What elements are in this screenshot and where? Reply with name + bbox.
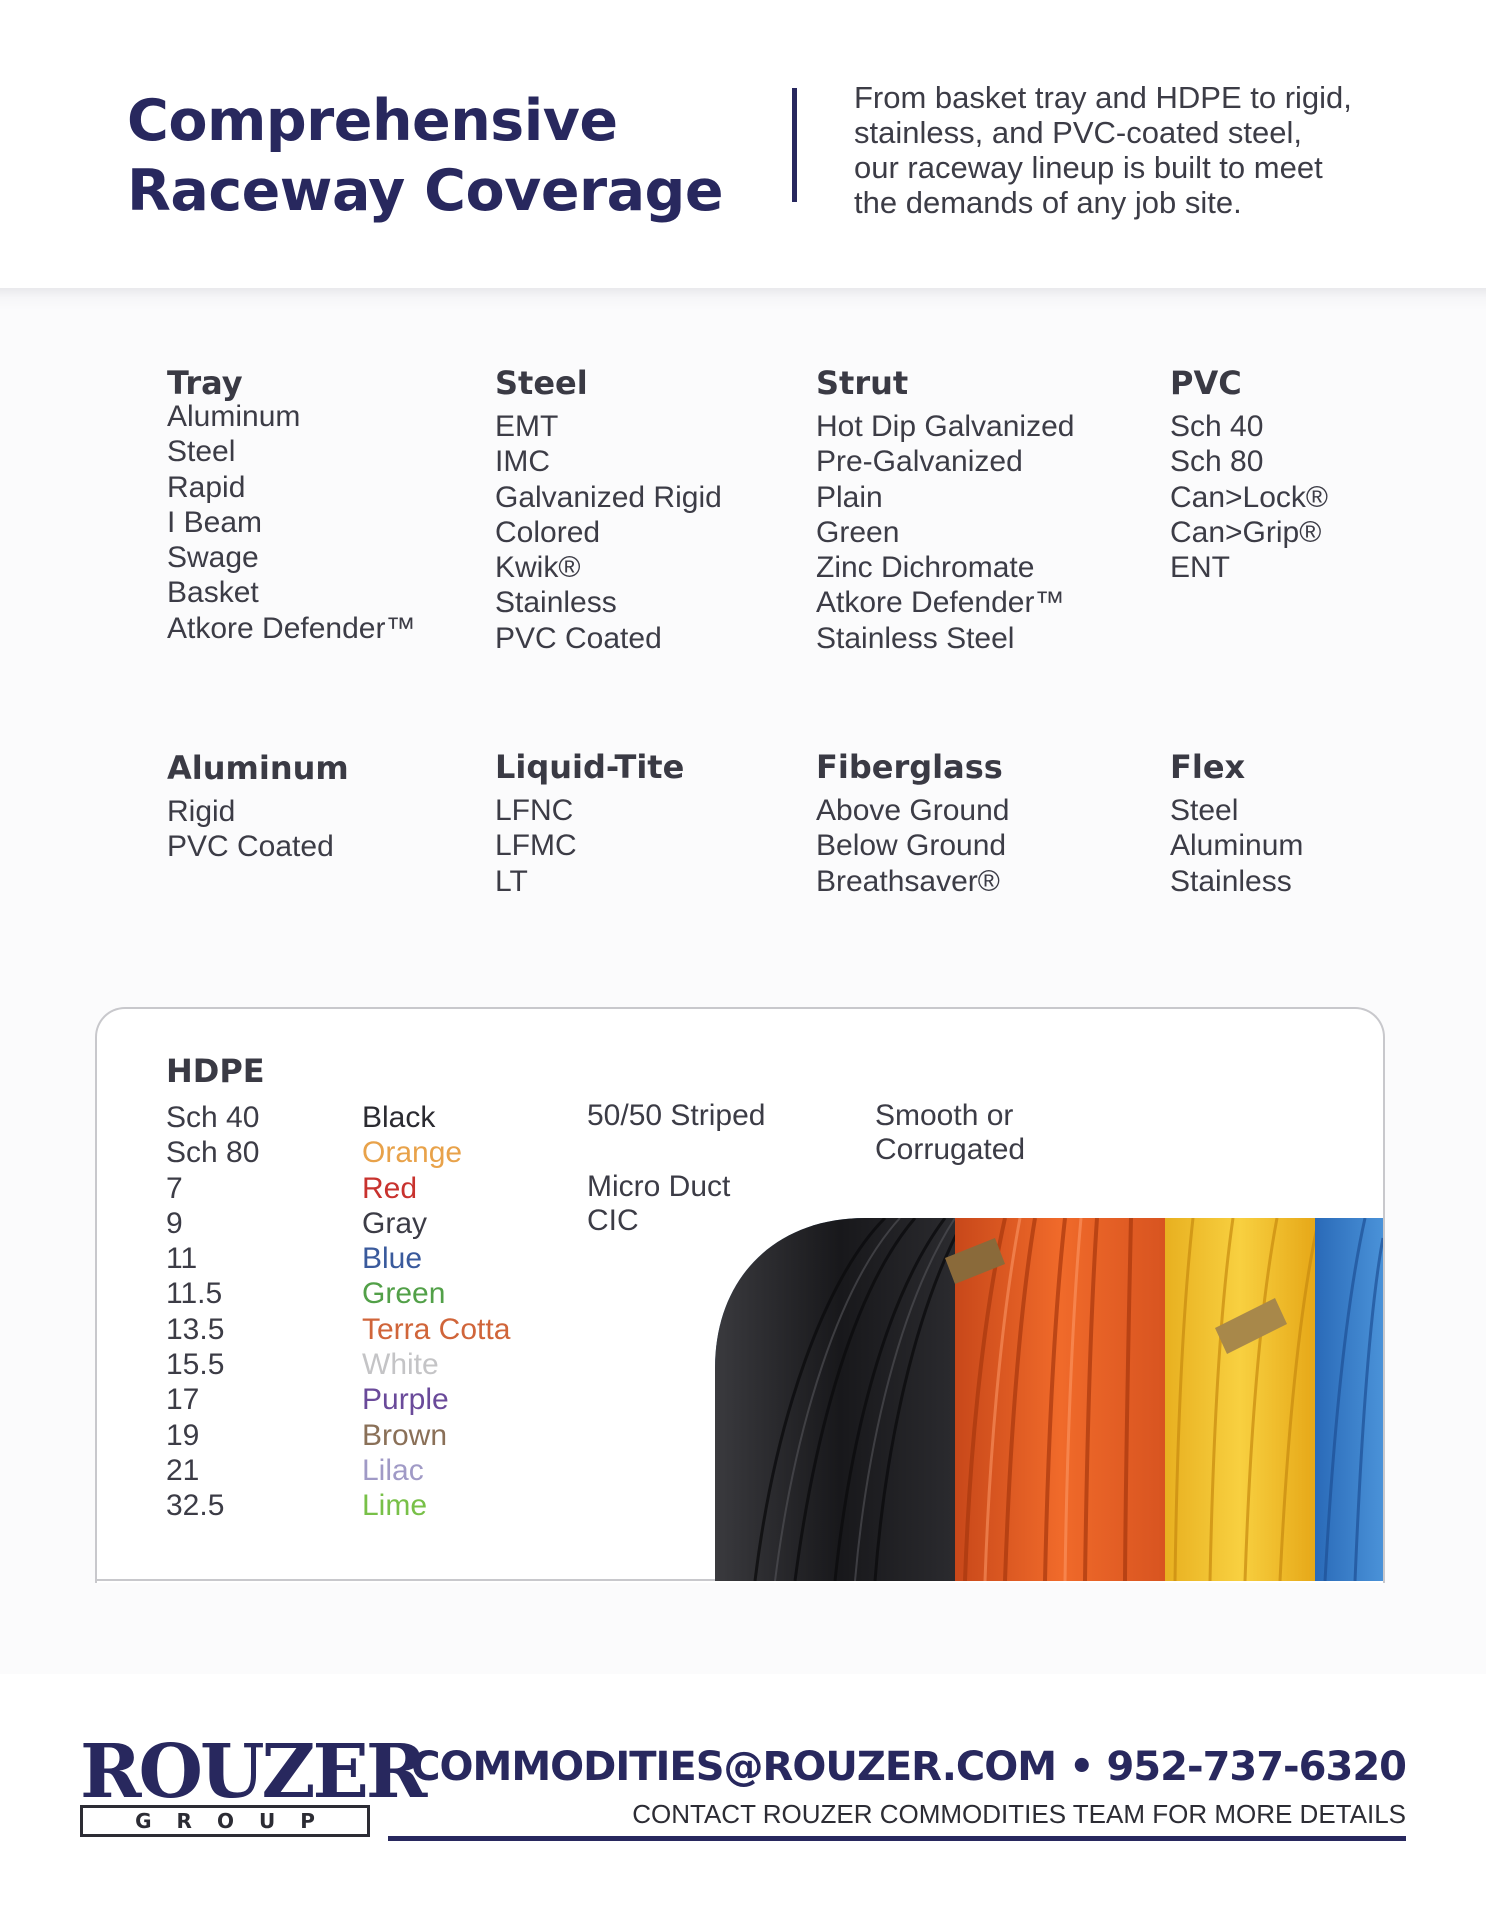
category-fiberglass bbox=[816, 747, 1009, 899]
contact-email-phone: COMMODITIES@ROUZER.COM • 952-737-6320 bbox=[411, 1744, 1406, 1790]
hdpe-striped: 50/50 Striped bbox=[587, 1099, 766, 1132]
page-title bbox=[127, 86, 723, 226]
hdpe-color: Terra Cotta bbox=[362, 1312, 511, 1346]
hdpe-duct bbox=[587, 1170, 730, 1238]
category-title: PVC bbox=[1170, 364, 1242, 402]
hdpe-size: 11.5 bbox=[166, 1277, 223, 1311]
category-title: Strut bbox=[816, 364, 909, 402]
category-item: Sch 80 bbox=[1170, 445, 1264, 479]
hdpe-color: Lime bbox=[362, 1489, 428, 1523]
rouzer-logo-subtitle: GROUP bbox=[135, 1809, 340, 1833]
hdpe-finish-line: Smooth or bbox=[875, 1099, 1014, 1132]
category-item: EMT bbox=[495, 410, 559, 443]
hdpe-size: Sch 80 bbox=[166, 1136, 260, 1170]
hdpe-color: Lilac bbox=[362, 1453, 424, 1487]
contact-tagline: CONTACT ROUZER COMMODITIES TEAM FOR MORE DETAILS bbox=[632, 1799, 1406, 1829]
category-item: Atkore Defender™ bbox=[816, 586, 1065, 620]
category-item: LT bbox=[495, 864, 528, 898]
category-title: Flex bbox=[1170, 748, 1246, 786]
header-divider bbox=[792, 88, 797, 202]
category-pvc bbox=[1170, 363, 1328, 585]
title-line-2: Raceway Coverage bbox=[127, 158, 724, 224]
category-item: Kwik® bbox=[495, 551, 581, 585]
category-item: Hot Dip Galvanized bbox=[816, 410, 1075, 443]
category-item: Swage bbox=[167, 541, 259, 575]
hdpe-colors-list bbox=[362, 1100, 510, 1524]
hdpe-color: Black bbox=[362, 1101, 436, 1134]
hdpe-size: 17 bbox=[166, 1383, 200, 1417]
category-item: Green bbox=[816, 515, 900, 549]
intro-text bbox=[854, 80, 1394, 220]
conduit-reel-illustration bbox=[715, 1218, 1383, 1581]
category-item: Can>Grip® bbox=[1170, 515, 1322, 549]
title-line-1: Comprehensive bbox=[127, 88, 618, 154]
hdpe-color: Orange bbox=[362, 1136, 463, 1170]
category-item: Zinc Dichromate bbox=[816, 551, 1035, 585]
category-item: PVC Coated bbox=[495, 621, 662, 655]
category-item: Galvanized Rigid bbox=[495, 480, 722, 514]
hdpe-color: Gray bbox=[362, 1206, 428, 1240]
category-item: Rapid bbox=[167, 470, 246, 504]
category-item: Below Ground bbox=[816, 829, 1007, 863]
category-steel bbox=[495, 363, 722, 656]
category-strut bbox=[816, 363, 1074, 656]
category-item: Colored bbox=[495, 515, 601, 549]
category-item: Steel bbox=[1170, 794, 1239, 827]
category-aluminum bbox=[167, 748, 349, 865]
hdpe-duct-line: CIC bbox=[587, 1204, 639, 1237]
hdpe-sizes-list bbox=[166, 1100, 259, 1524]
hdpe-size: 13.5 bbox=[166, 1312, 225, 1346]
hdpe-size: 11 bbox=[166, 1242, 198, 1276]
category-item: Stainless bbox=[1170, 864, 1292, 898]
category-title: Steel bbox=[495, 364, 588, 402]
hdpe-size: 15.5 bbox=[166, 1348, 225, 1382]
category-item: Plain bbox=[816, 480, 883, 514]
hdpe-color: Brown bbox=[362, 1418, 448, 1452]
category-item: Basket bbox=[167, 576, 259, 610]
category-liquid-tite bbox=[495, 747, 684, 899]
hdpe-color: Green bbox=[362, 1277, 446, 1311]
intro-line: From basket tray and HDPE to rigid, bbox=[854, 80, 1352, 115]
category-item: ENT bbox=[1170, 551, 1230, 585]
hdpe-size: Sch 40 bbox=[166, 1101, 260, 1134]
category-item: Atkore Defender™ bbox=[167, 611, 416, 645]
category-item: Above Ground bbox=[816, 794, 1010, 827]
hdpe-finish-line: Corrugated bbox=[875, 1133, 1026, 1166]
category-item: Stainless Steel bbox=[816, 621, 1015, 655]
hdpe-color: Red bbox=[362, 1171, 418, 1205]
hdpe-color: Blue bbox=[362, 1242, 423, 1276]
category-item: I Beam bbox=[167, 505, 263, 539]
header bbox=[0, 0, 1486, 288]
hdpe-size: 9 bbox=[166, 1206, 183, 1240]
hdpe-size: 19 bbox=[166, 1418, 200, 1452]
category-title: Fiberglass bbox=[816, 748, 1003, 786]
conduit-reel-photo bbox=[715, 1218, 1383, 1581]
category-title: Tray bbox=[167, 364, 243, 402]
category-item: Can>Lock® bbox=[1170, 480, 1329, 514]
rouzer-logo-wordmark: ROUZER bbox=[80, 1729, 425, 1815]
category-title: Liquid-Tite bbox=[495, 748, 685, 786]
category-item: LFMC bbox=[495, 829, 577, 863]
category-item: Stainless bbox=[495, 586, 617, 620]
hdpe-title: HDPE bbox=[166, 1052, 265, 1090]
category-item: PVC Coated bbox=[167, 830, 334, 864]
category-flex bbox=[1170, 747, 1303, 899]
hdpe-finish bbox=[875, 1099, 1025, 1167]
hdpe-size: 7 bbox=[166, 1171, 183, 1205]
intro-line: our raceway lineup is built to meet bbox=[854, 150, 1323, 185]
category-item: Aluminum bbox=[1170, 829, 1304, 863]
hdpe-duct-line: Micro Duct bbox=[587, 1170, 731, 1203]
category-tray bbox=[167, 363, 415, 646]
category-item: IMC bbox=[495, 445, 550, 479]
hdpe-size: 32.5 bbox=[166, 1489, 225, 1523]
hdpe-color: Purple bbox=[362, 1383, 449, 1417]
hdpe-color: White bbox=[362, 1348, 439, 1382]
category-item: Rigid bbox=[167, 795, 236, 828]
hdpe-size: 21 bbox=[166, 1453, 200, 1487]
category-item: Pre-Galvanized bbox=[816, 445, 1023, 479]
category-item: Steel bbox=[167, 435, 236, 469]
intro-line: the demands of any job site. bbox=[854, 185, 1242, 220]
contact-underline bbox=[388, 1836, 1406, 1841]
category-item: Breathsaver® bbox=[816, 864, 1000, 898]
category-title: Aluminum bbox=[167, 749, 349, 787]
category-item: Sch 40 bbox=[1170, 410, 1264, 443]
intro-line: stainless, and PVC-coated steel, bbox=[854, 115, 1303, 150]
category-item: Aluminum bbox=[167, 400, 301, 433]
category-item: LFNC bbox=[495, 794, 574, 827]
